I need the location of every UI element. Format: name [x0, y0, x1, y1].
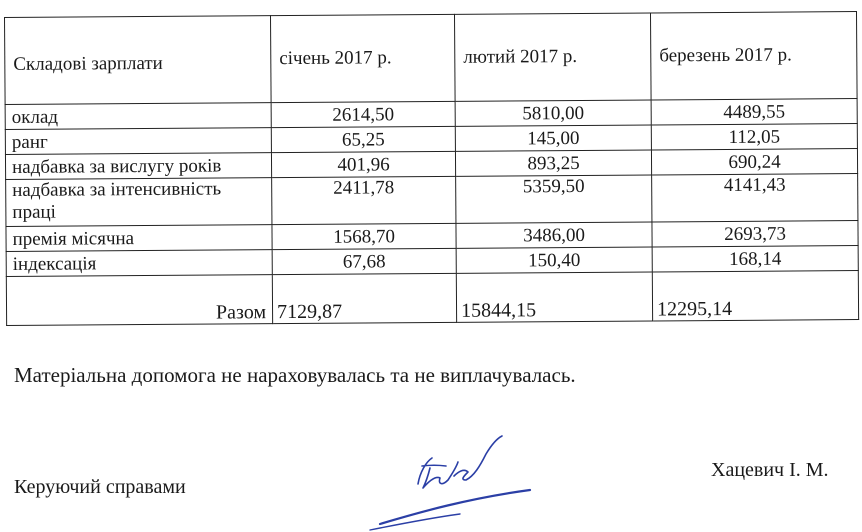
march-value: 2693,73	[652, 221, 858, 247]
march-value: 690,24	[651, 149, 857, 175]
march-value: 112,05	[651, 124, 857, 150]
march-value: 4141,43	[652, 174, 858, 222]
january-value: 65,25	[271, 126, 455, 152]
february-value: 5810,00	[455, 100, 651, 126]
january-value: 2614,50	[271, 101, 455, 127]
header-salary-components: Складові зарплати	[5, 16, 272, 105]
row-label: індексація	[6, 250, 272, 277]
header-march: березень 2017 р.	[650, 12, 857, 100]
signatory-name: Хацевич І. М.	[711, 459, 829, 481]
table-header-row	[5, 12, 858, 105]
header-january: січень 2017 р.	[270, 14, 455, 102]
row-label: ранг	[5, 128, 271, 155]
row-label: оклад	[5, 103, 271, 130]
march-value: 4489,55	[651, 99, 857, 125]
row-label: надбавка за інтенсивність праці	[6, 178, 272, 227]
february-value: 145,00	[455, 125, 651, 151]
january-total: 7129,87	[272, 273, 456, 323]
handwritten-signature	[360, 432, 540, 532]
header-february: лютий 2017 р.	[454, 13, 651, 101]
march-value: 168,14	[652, 246, 858, 272]
february-value: 150,40	[456, 247, 652, 273]
row-label: надбавка за вислугу років	[5, 153, 271, 180]
january-value: 2411,78	[272, 176, 456, 224]
february-value: 3486,00	[456, 222, 652, 248]
march-total: 12295,14	[652, 271, 858, 321]
signatory-position: Керуючий справами	[14, 476, 186, 498]
row-label: премія місячна	[6, 225, 272, 252]
february-value: 893,25	[455, 150, 651, 176]
salary-table	[4, 11, 859, 326]
january-value: 67,68	[272, 248, 456, 274]
january-value: 1568,70	[272, 223, 456, 249]
material-aid-note: Матеріальна допомога не нараховувалась та не виплачувалась.	[14, 363, 576, 387]
february-value: 5359,50	[456, 175, 652, 223]
january-value: 401,96	[271, 151, 455, 177]
february-total: 15844,15	[456, 272, 652, 322]
total-row	[6, 271, 858, 326]
total-label: Разом	[6, 275, 272, 326]
table-row	[6, 174, 858, 227]
